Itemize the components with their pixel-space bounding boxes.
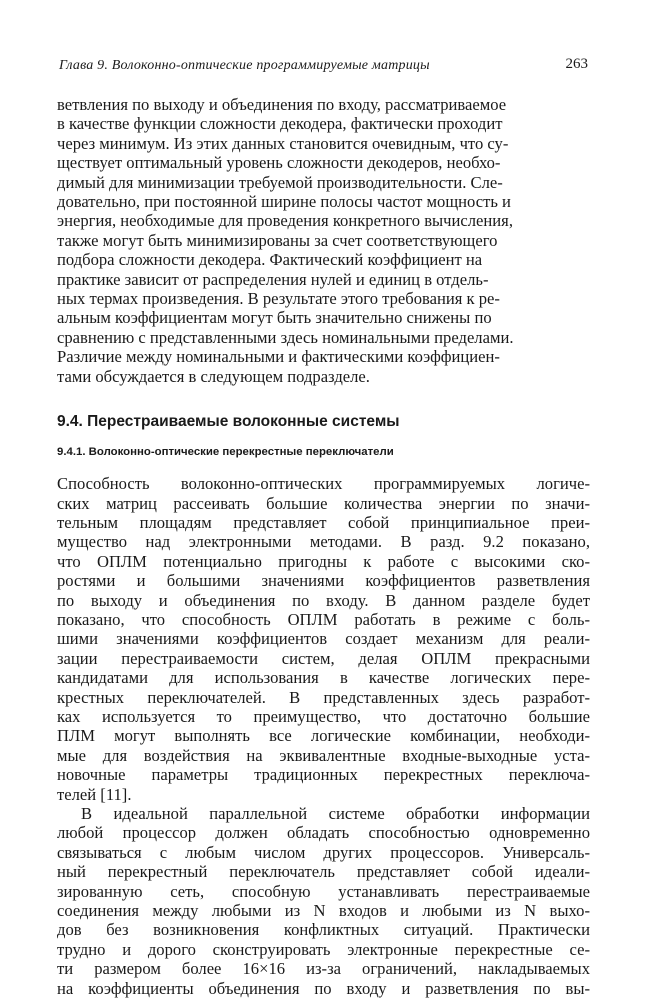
text-line: альным коэффициентам могут быть значительно снижены по [57,308,492,328]
text-line: мые для воздействия на эквивалентные входные-выходные уста- [57,745,590,765]
text-line: ростями и большими значениями коэффициентов разветвления [57,571,590,591]
subsection-heading: 9.4.1. Волоконно-оптические перекрестные переключатели [57,446,394,459]
running-header [57,52,590,80]
section-heading: 9.4. Перестраиваемые волоконные системы [57,413,400,431]
text-line: энергия, необходимые для проведения конкретного вычисления, [57,211,513,231]
text-line: новочные параметры традиционных перекрестных переключа- [57,765,590,785]
text-line: В идеальной параллельной системе обработки информации [81,804,590,823]
running-title: Глава 9. Волоконно-оптические программируемые матрицы [59,58,430,73]
paragraph-1 [57,95,590,386]
text-line: на коэффициенты объединения по входу и разветвления по вы- [57,978,590,998]
text-line: мущество над электронными методами. В разд. 9.2 показано, [57,532,590,552]
paragraph-3 [57,804,590,998]
text-line: любой процессор должен обладать способностью одновременно [57,823,590,843]
text-line: ветвления по выходу и объединения по входу, рассматриваемое [57,95,507,114]
text-line: практике зависит от распределения нулей и единиц в отдель- [57,269,489,289]
text-line: Способность волоконно-оптических программируемых логиче- [57,474,590,494]
text-line: ный перекрестный переключатель представляет собой идеали- [57,862,590,882]
text-line: телей [11]. [57,784,132,804]
text-line: сравнению с представленными здесь номинальными пределами. [57,327,514,347]
text-line: шими значениями коэффициентов создает механизм для реали- [57,629,590,649]
text-line: соединения между любыми из N входов и любыми из N выхо- [57,901,590,921]
text-line: по выходу и объединения по входу. В данном разделе будет [57,590,590,610]
text-line: зации перестраиваемости систем, делая ОПЛМ прекрасными [57,648,590,668]
text-line: дов без возникновения конфликтных ситуаций. Практически [57,920,590,940]
text-line: показано, что способность ОПЛМ работать в режиме с боль- [57,609,590,629]
text-line: ках используется то преимущество, что достаточно большие [57,706,590,726]
text-line: тельным площадям представляет собой принципиальное преи- [57,512,590,532]
text-line: в качестве функции сложности декодера, фактически проходит [57,114,503,134]
text-line: подбора сложности декодера. Фактический коэффициент на [57,250,483,270]
text-line: что ОПЛМ потенциально пригодны к работе с высокими ско- [57,551,590,571]
text-line: крестных переключателей. В представленных здесь разработ- [57,687,590,707]
text-line: трудно и дорого сконструировать электронные перекрестные се- [57,939,590,959]
text-line: ти размером более 16×16 из-за ограничений, накладываемых [57,959,590,979]
text-line: ских матриц рассеивать большие количества энергии по значи- [57,493,590,513]
text-line: кандидатами для использования в качестве логических пере- [57,668,590,688]
text-line: Различие между номинальными и фактическими коэффициен- [57,347,500,367]
text-line: связываться с любым числом других процессоров. Универсаль- [57,842,590,862]
book-page [57,52,590,998]
text-line: ных термах произведения. В результате этого требования к ре- [57,289,500,309]
paragraph-2 [57,474,590,804]
text-line: зированную сеть, способную устанавливать перестраиваемые [57,881,590,901]
text-line: довательно, при постоянной ширине полосы частот мощность и [57,192,511,212]
text-line: димый для минимизации требуемой производительности. Сле- [57,172,503,192]
text-line: ществует оптимальный уровень сложности декодеров, необхо- [57,153,501,173]
page-number: 263 [565,56,588,72]
text-line: также могут быть минимизированы за счет соответствующего [57,230,498,250]
text-line: тами обсуждается в следующем подразделе. [57,366,370,386]
text-line: ПЛМ могут выполнять все логические комбинации, необходи- [57,726,590,746]
text-line: через минимум. Из этих данных становится очевидным, что су- [57,133,509,153]
